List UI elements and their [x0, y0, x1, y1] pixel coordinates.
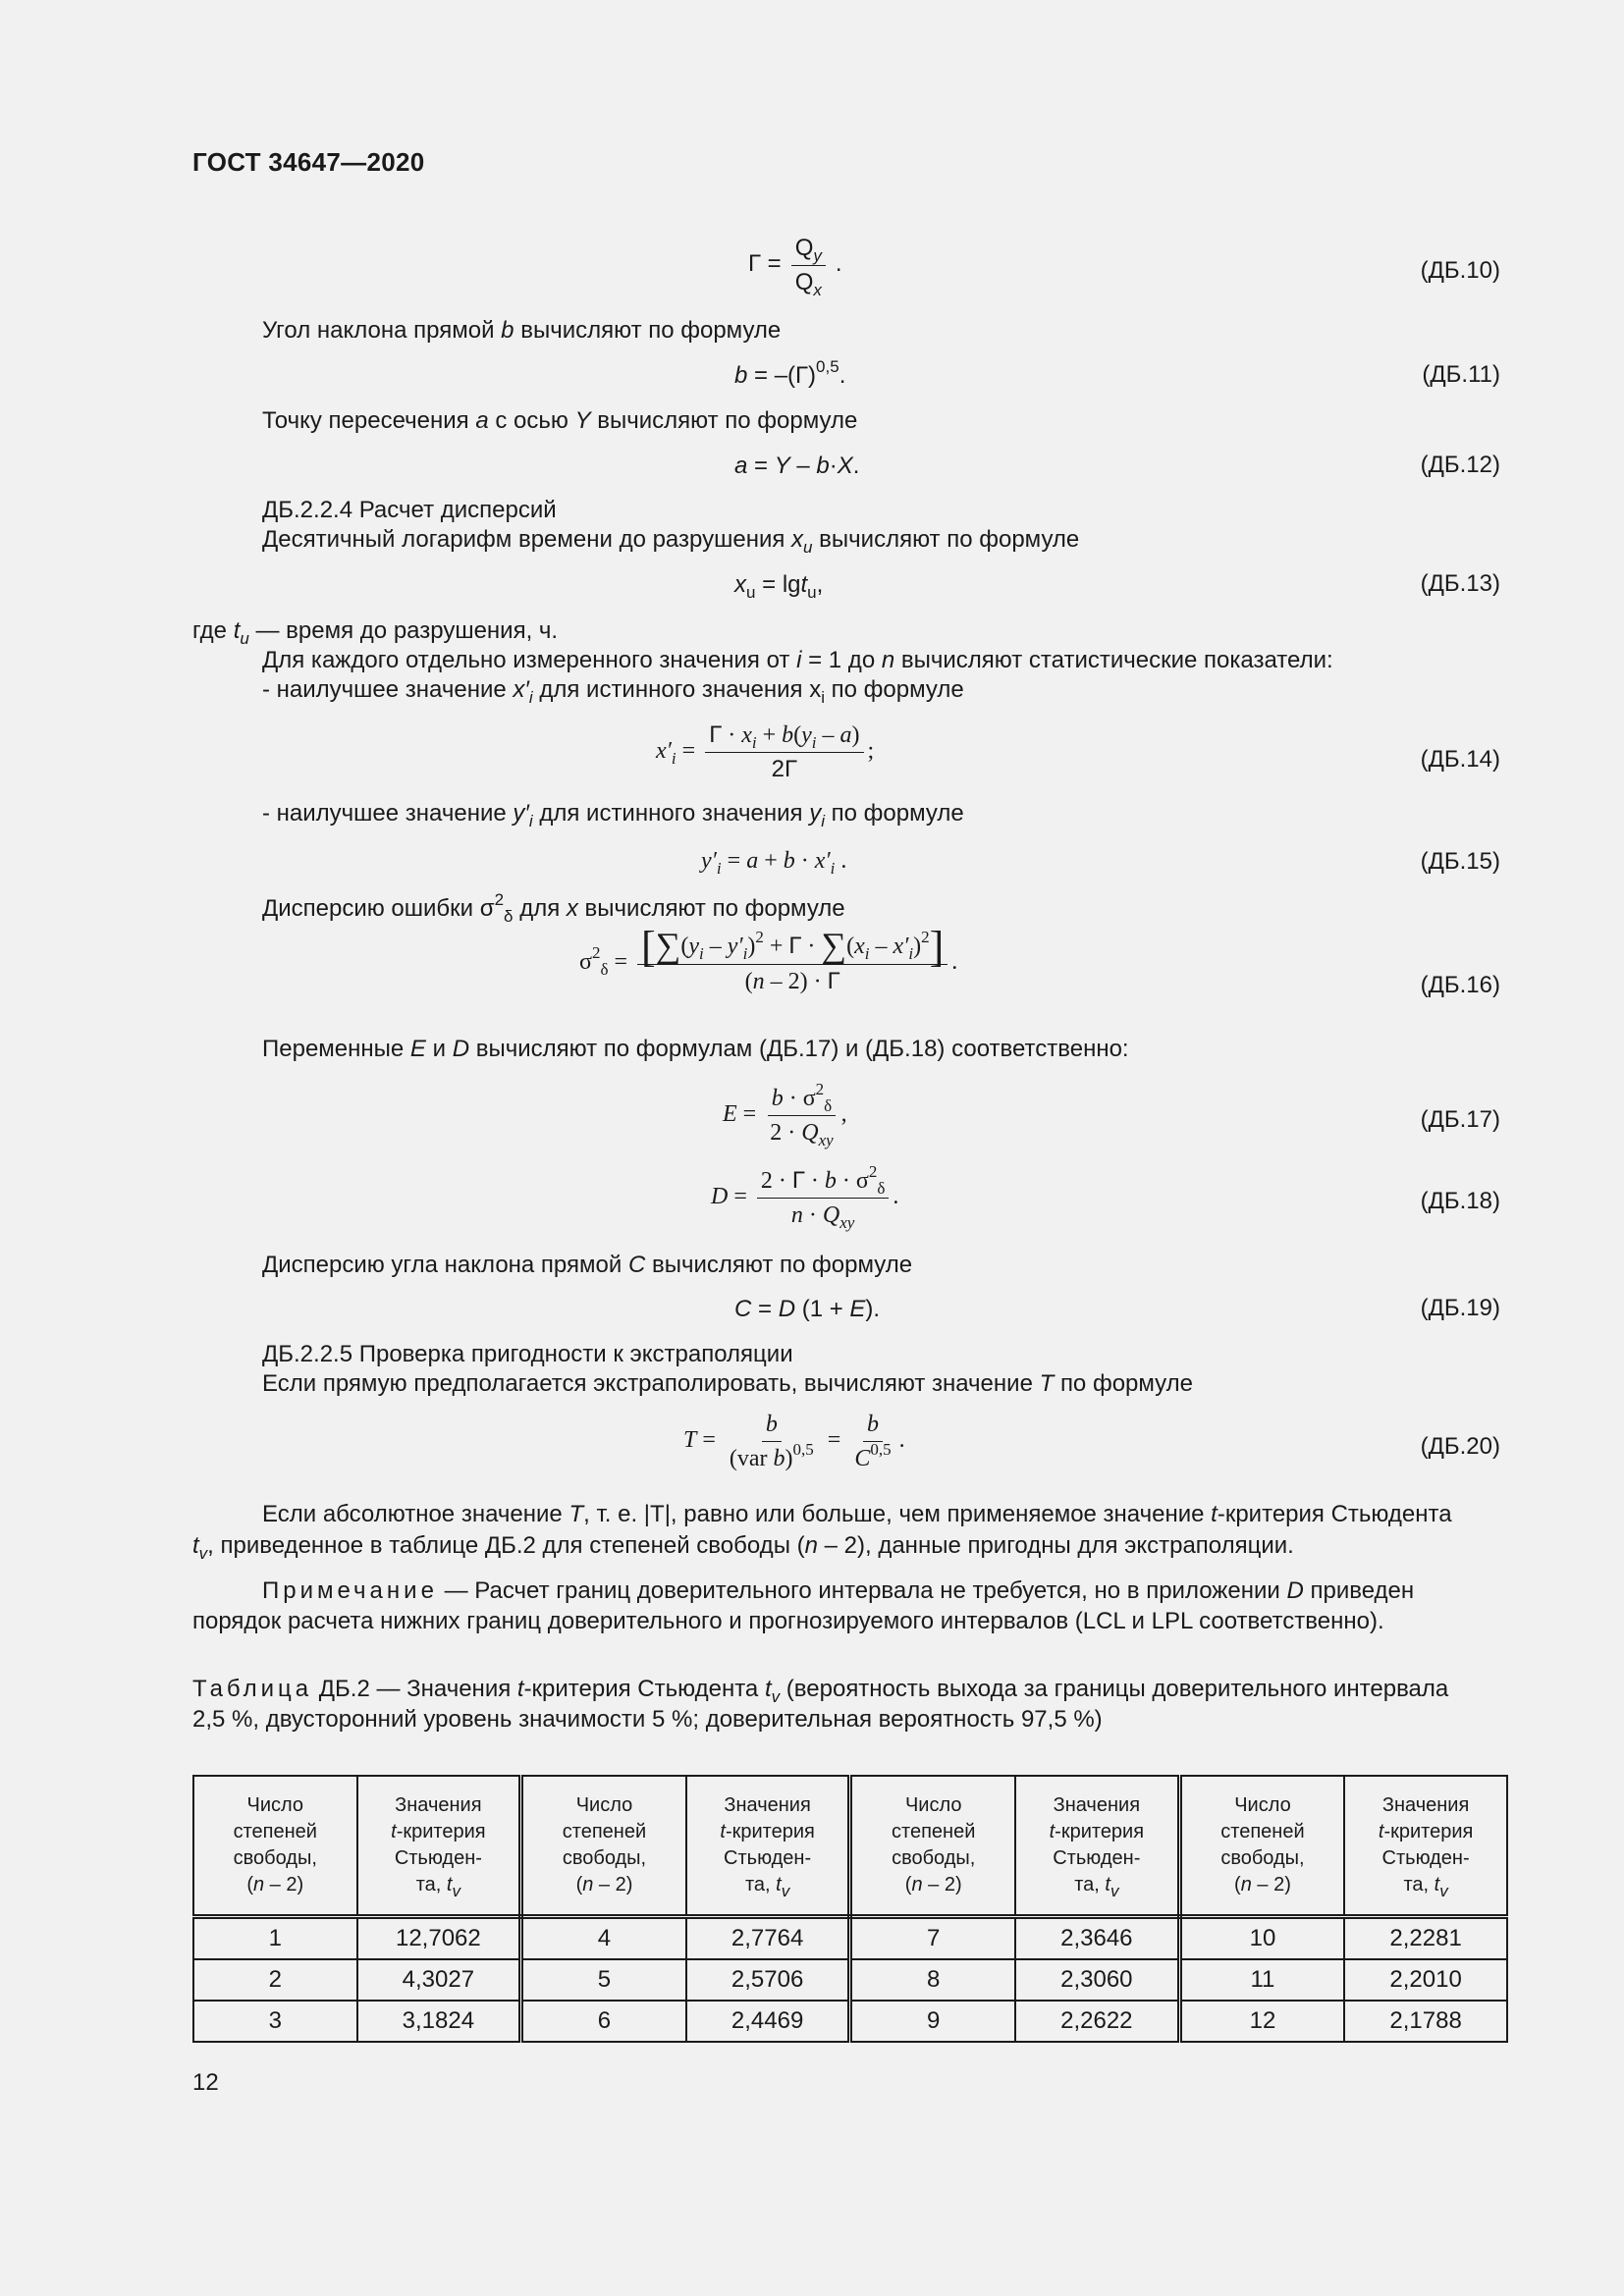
- table-cell: 4,3027: [357, 1959, 521, 2001]
- page-number: 12: [192, 2069, 219, 2096]
- table-cell: 2: [193, 1959, 357, 2001]
- formula-db16: $\sigma^2_\delta$ = $\frac{[\sum(y_i - y'_i)^2 + Г \cdot \sum(x_i - x'_i)^2]}{(n - 2) \cdot Г}$ .: [579, 923, 958, 994]
- paragraph: Дисперсию угла наклона прямой C вычисляют по формуле: [262, 1252, 913, 1278]
- formula-db17: E = $\frac{b \cdot \sigma^2_\delta}{2 \cdot Q_{xy}}$ ,: [723, 1080, 847, 1149]
- equation-number: (ДБ.13): [1420, 570, 1500, 597]
- equation-number: (ДБ.20): [1420, 1433, 1500, 1460]
- column-header-t: Значения t-критерия Стьюден- та, $t_v$: [1015, 1776, 1179, 1917]
- column-header-df: Число степеней свободы, (n – 2): [521, 1776, 686, 1917]
- table-cell: 3,1824: [357, 2001, 521, 2042]
- table-row: [193, 1917, 1507, 1960]
- table-cell: 1: [193, 1917, 357, 1960]
- paragraph: Точку пересечения a с осью Y вычисляют по формуле: [262, 407, 858, 434]
- table-cell: 6: [521, 2001, 686, 2042]
- table-cell: 2,2622: [1015, 2001, 1179, 2042]
- equation-number: (ДБ.17): [1420, 1106, 1500, 1133]
- table-cell: 2,5706: [686, 1959, 850, 2001]
- table-cell: 5: [521, 1959, 686, 2001]
- table-cell: 12: [1179, 2001, 1344, 2042]
- formula-db12: a = Y – b·X.: [734, 453, 860, 479]
- formula-db18: D = $\frac{2 \cdot Г \cdot b \cdot \sigma^2_\delta}{n \cdot Q_{xy}}$ .: [711, 1162, 899, 1232]
- table-cell: 11: [1179, 1959, 1344, 2001]
- column-header-t: Значения t-критерия Стьюден- та, $t_v$: [686, 1776, 850, 1917]
- formula-db14: $x'_i$ = $\frac{Г \cdot x_i + b(y_i - a)}{2Г}$ ;: [656, 721, 875, 782]
- note: Примечание — Расчет границ доверительного интервала не требуется, но в приложении D приведен: [262, 1577, 1415, 1604]
- table-cell: 2,4469: [686, 2001, 850, 2042]
- paragraph: Если абсолютное значение T, т. е. |T|, равно или больше, чем применяемое значение t-критерия Стьюдента: [262, 1501, 1452, 1527]
- table-cell: 2,3060: [1015, 1959, 1179, 2001]
- table-cell: 2,2010: [1344, 1959, 1507, 2001]
- equation-number: (ДБ.14): [1420, 746, 1500, 773]
- equation-number: (ДБ.16): [1420, 972, 1500, 998]
- equation-number: (ДБ.18): [1420, 1188, 1500, 1214]
- table-cell: 7: [850, 1917, 1015, 1960]
- paragraph: - наилучшее значение $x'_i$ для истинного значения $x_i$ по формуле: [262, 676, 964, 707]
- paragraph: $t_v$, приведенное в таблице ДБ.2 для степеней свободы (n – 2), данные пригодны для экстраполяции.: [192, 1532, 1294, 1563]
- standard-header: ГОСТ 34647—2020: [192, 147, 425, 177]
- formula-db13: $x_u = \lg t_u$,: [734, 571, 824, 602]
- paragraph: где $t_u$ — время до разрушения, ч.: [192, 617, 559, 648]
- table-cell: 2,1788: [1344, 2001, 1507, 2042]
- formula-db11: $b = -(Г)^{0,5}$.: [734, 357, 846, 389]
- equation-number: (ДБ.15): [1420, 848, 1500, 875]
- paragraph: Угол наклона прямой b вычисляют по формуле: [262, 317, 782, 344]
- paragraph: Для каждого отдельно измеренного значения от i = 1 до n вычисляют статистические показатели:: [262, 647, 1333, 673]
- table-row: [193, 1959, 1507, 2001]
- table-cell: 10: [1179, 1917, 1344, 1960]
- table-cell: 2,7764: [686, 1917, 850, 1960]
- formula-db10: Г = $\frac{Q_y}{Q_x}$ .: [748, 235, 842, 299]
- formula-db19: C = D (1 + E).: [734, 1296, 881, 1322]
- equation-number: (ДБ.11): [1422, 361, 1500, 388]
- formula-db20: T = $\frac{b}{(var b)^{0,5}}$ = $\frac{b}{C^{0,5}}$ .: [683, 1412, 905, 1471]
- table-cell: 8: [850, 1959, 1015, 2001]
- paragraph: Переменные E и D вычисляют по формулам (ДБ.17) и (ДБ.18) соответственно:: [262, 1036, 1129, 1062]
- section-heading-224: ДБ.2.2.4 Расчет дисперсий: [262, 497, 557, 523]
- student-t-table: [192, 1775, 1508, 2043]
- table-cell: 12,7062: [357, 1917, 521, 1960]
- column-header-t: Значения t-критерия Стьюден- та, $t_v$: [357, 1776, 521, 1917]
- column-header-t: Значения t-критерия Стьюден- та, $t_v$: [1344, 1776, 1507, 1917]
- column-header-df: Число степеней свободы, (n – 2): [193, 1776, 357, 1917]
- formula-db15: $y'_i = a + b \cdot x'_i$ .: [701, 848, 847, 878]
- table-caption: Таблица ДБ.2 — Значения t-критерия Стьюдента $t_v$ (вероятность выхода за границы доверительного интервала: [192, 1676, 1449, 1706]
- paragraph: - наилучшее значение $y'_i$ для истинного значения $y_i$ по формуле: [262, 800, 964, 830]
- section-heading-225: ДБ.2.2.5 Проверка пригодности к экстраполяции: [262, 1341, 793, 1367]
- table-cell: 2,2281: [1344, 1917, 1507, 1960]
- table-cell: 2,3646: [1015, 1917, 1179, 1960]
- table-cell: 9: [850, 2001, 1015, 2042]
- paragraph: Дисперсию ошибки $\sigma^2_\delta$ для x вычисляют по формуле: [262, 890, 845, 926]
- paragraph: Если прямую предполагается экстраполировать, вычисляют значение T по формуле: [262, 1370, 1193, 1397]
- equation-number: (ДБ.12): [1420, 452, 1500, 478]
- column-header-df: Число степеней свободы, (n – 2): [850, 1776, 1015, 1917]
- table-header-row: [193, 1776, 1507, 1917]
- table-caption: 2,5 %, двусторонний уровень значимости 5 %; доверительная вероятность 97,5 %): [192, 1706, 1103, 1733]
- table-cell: 4: [521, 1917, 686, 1960]
- table-cell: 3: [193, 2001, 357, 2042]
- note: порядок расчета нижних границ доверительного и прогнозируемого интервалов (LCL и LPL соответственно).: [192, 1608, 1384, 1634]
- equation-number: (ДБ.10): [1420, 257, 1500, 284]
- column-header-df: Число степеней свободы, (n – 2): [1179, 1776, 1344, 1917]
- paragraph: Десятичный логарифм времени до разрушения $x_u$ вычисляют по формуле: [262, 526, 1080, 557]
- table-row: [193, 2001, 1507, 2042]
- equation-number: (ДБ.19): [1420, 1295, 1500, 1321]
